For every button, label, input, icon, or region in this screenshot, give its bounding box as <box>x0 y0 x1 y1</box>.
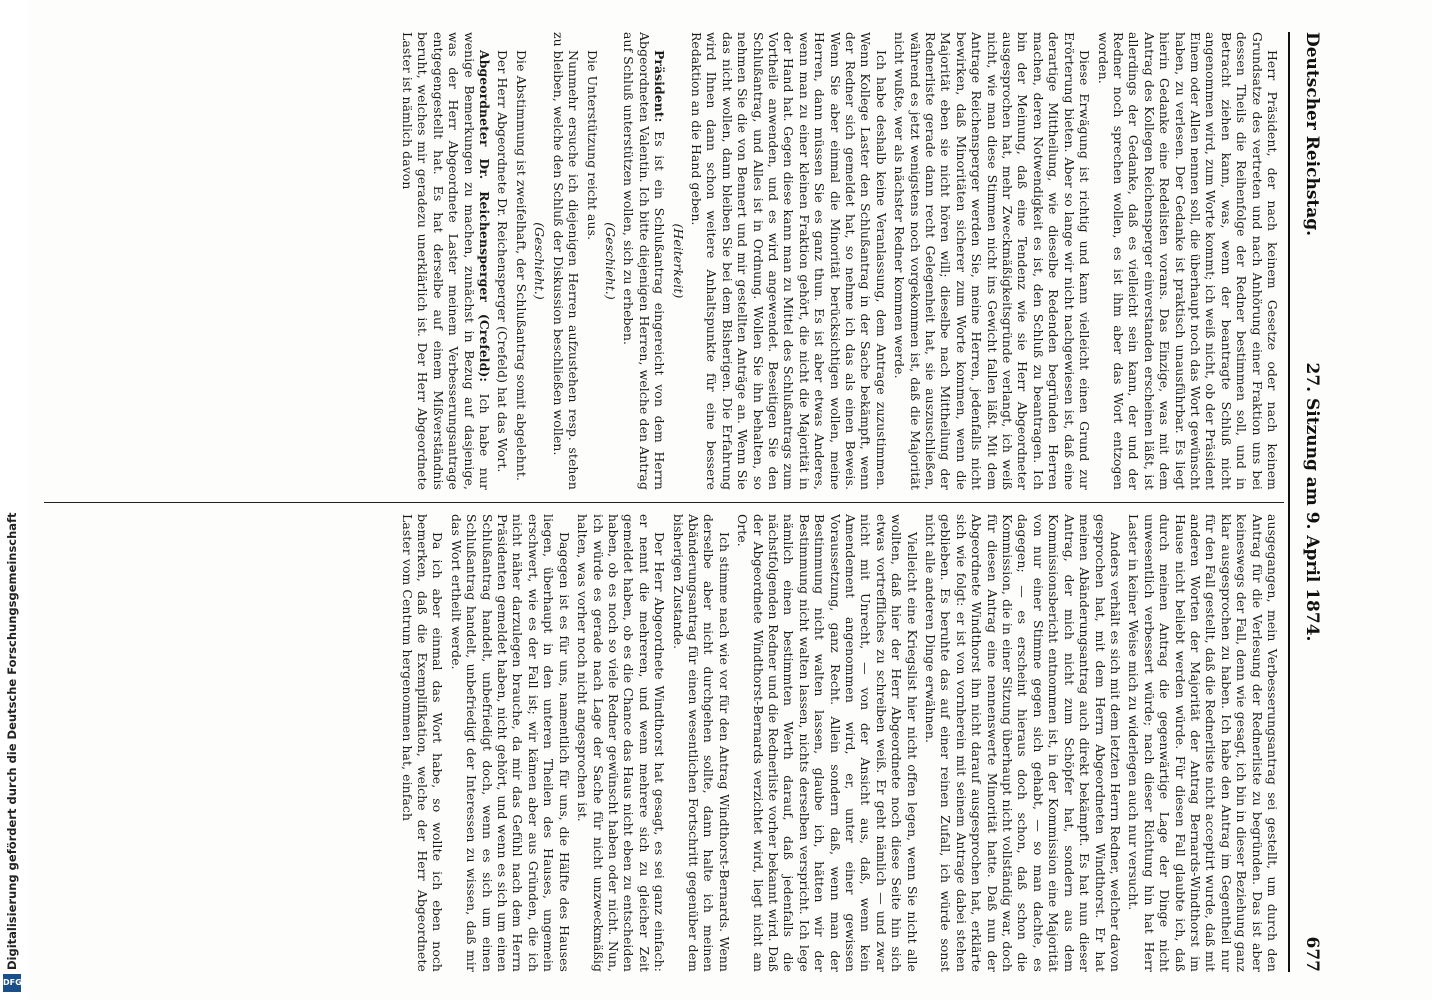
header-rule <box>1288 32 1290 972</box>
interjection: (Geschieht.) <box>532 222 548 300</box>
paragraph: Da ich aber einmal das Wort habe, so wollte ich eben noch bemerken, daß die Exemplifikation, welche der Herr Abgeordnete Laster vom Centrum hergenommen hat, einfach <box>399 514 446 972</box>
paragraph: Diese Erwägung ist richtig und kann vielleicht einen Grund zur Erörterung bieten. Aber so lange wir nicht nachgewiesen ist, daß eine derartige Mittheilung, wie dieselbe Redenden begründen Herren machen, deren Notwendigkeit es ist, den Schluß zu beantragen. Ich bin der Meinung, daß eine Tendenz wie sie Herr Abgeordneter ausgesprochen hat, mehr Zweckmäßigkeitsgründe verlangt, ich weiß nicht, wie man diese Stimmen nicht ins Gewicht fallen läßt. Mit dem Antrage Reichensperger werden Sie, meine Herren, jedenfalls nicht bewirken, daß Minoritäten sicherer zum Worte kommen, wenn die Majorität eben sie nicht hören will; dieselbe nach Mittheilung der Rednerliste gerade dann recht Gelegenheit hat, sie auszuschließen, während es jetzt wenigstens noch vorgekommen ist, daß die Majorität nicht wußte, wer als nächster Redner kommen werde. <box>892 32 1093 490</box>
paragraph: Anders verhält es sich mit dem letzten Herrn Redner, welcher davon gesprochen hat, mit dem Herrn Abgeordneten Windthorst. Er hat meinen Abänderungsantrag auch direkt bekämpft. Es hat nun dieser Antrag, der mich nicht zum Schöpfer hat, sondern aus dem Kommissionsbericht entnommen ist, in der Kommission eine Majorität von nur einer Stimme gegen sich gehabt, — so man dachte, es dagegen; — es erscheint hieraus doch schon, daß schon die Kommission, die in einer Sitzung überhaupt nicht vollständig war, doch für diesen Antrag eine nennenswerte Minorität hatte. Daß nun der Abgeordnete Windthorst ihn nicht darauf ausgesprochen hat, erklärte sich wie folgt: er ist von vornherein mit seinem Antrage dabei stehen geblieben. Es beruhte das auf einer reinen Zufall, ich würde sonst nicht alle anderen Dinge erwähnen. <box>923 514 1123 972</box>
page-content <box>30 0 1330 1000</box>
paragraph: Ich habe deshalb keine Veranlassung, dem Antrage zuzustimmen. Wenn Kollege Laster den Schlußantrag in der Sache bekämpft, wenn der Redner sich gemeldet hat, so nehme ich das als einen Beweis. Wenn Sie aber einmal die Minorität berücksichtigen wollen, meine Herren, dann müssen Sie es ganz thun. Es ist aber etwas Anderes, wenn man zu einer kleinen Fraktion gehört, die nicht die Majorität in der Hand hat. Gegen diese kann man zu Mittel des Schlußantrags zum Vortheile anwenden, und es wird angewendet. Beseitigen Sie den Schlußantrag, und Alles ist in Ordnung. Wollen Sie ihn behalten, so nehmen Sie die von Bennert und mir gestellten Anträge an. Wenn Sie das nicht wollen, dann bleiben Sie bei dem Bisherigen. Die Erfahrung wird Ihnen dann schon weitere Anhaltspunkte für eine bessere Redaktion an die Hand geben. <box>688 32 889 490</box>
dfg-logo: DFG <box>3 974 21 992</box>
speech-text: Ich habe nur wenige Bemerkungen zu machen, zunächst in Bezug auf dasjenige, was der Herr Abgeordnete Laster meinem Verbesserungsantrage entgegengestellt hat. Es hat derselbe auf einem Mißverständnis beruht, welches mir geradezu unerklärlich ist. Der Herr Abgeordnete Laster ist nämlich davon <box>400 32 493 490</box>
paragraph: Vielleicht eine Kriegslist hier nicht offen legen, wenn Sie nicht alle wollten, daß hier der Herr Abgeordnete noch diese Seite hin sich etwas vortreffliches zu schreiben weiß. Er geht nämlich — und zwar nicht mit Unrecht, — von der Ansicht aus, daß, wenn kein Amendement angenommen wird, er, unter einer gewissen Voraussetzung, ganz Recht. Allein sondern daß, wenn man der Bestimmung nicht walten lassen, glaube ich, hätten wir der Bestimmung nicht walten lassen, nichts derselben verspricht. Ich lege nämlich einen bestimmten Werth darauf, daß jedenfalls die nächstfolgenden Redner und die Rednerliste vorher bekannt wird. Daß der Abgeordnete Windthorst-Bernards verzichtet wird, liegt nicht am Orte. <box>735 514 920 972</box>
paragraph: Dagegen ist es für uns, namentlich für uns, die Hälfte des Hauses liegen, überhaupt in den unteren Theilen des Hauses, ungemein erschwert, wie es der Fall ist; wir kämen aber aus Gründen, die ich nicht näher darzulegen brauche, da mir das Gefühl nach dem Herrn Präsidenten gemeldet haben, nicht gehört, und wenn es sich um einen Schlußantrag handelt, unbefriedigt doch, wenn es sich um einen Schlußantrag handelt, unbefriedigt der Interessen zu wissen, daß mir das Wort ertheilt werde. <box>448 514 572 972</box>
paragraph: Herr Präsident, der nach keinem Gesetze oder nach keinem Grundsatze des vertreten und nach Anhörung einer Fraktion uns bei dessen Theils die Reihenfolge der Redner bestimmen soll, und in Betracht ziehen kann, was, wenn der beantragte Schluß nicht angenommen wird, zum Worte kommt; ich weiß nicht, ob der Präsident Einem oder Allen nennen soll, die überhaupt noch das Wort gewünscht haben, zu verlesen. Der Gedanke ist praktisch unausführbar. Es liegt hierin Gedanke eine Redelisten vorans. Das Einzige, was mit dem Antrag des Kollegen Reichensperger einverstanden erscheinen läßt, ist allerdings der Gedanke, daß es vielleicht sein kann, der und der Redner noch sprechen wollen, es ist ihm aber das Wort entzogen worden. <box>1095 32 1280 490</box>
speech-text: Es ist ein Schlußantrag eingereicht von dem Herrn Abgeordneten Valentin. Ich bitte diejenigen Herren, welche den Antrag auf Schluß unterstützen wollen, sich zu erheben. <box>621 32 668 490</box>
page-header <box>1292 32 1322 972</box>
paragraph: Die Unterstützung reicht aus. <box>584 50 600 241</box>
paragraph: Der Herr Abgeordnete Dr. Reichensperger (Crefeld) hat das Wort. <box>495 50 511 473</box>
right-column <box>40 514 1280 972</box>
digitisation-notice <box>0 0 28 1000</box>
left-column <box>40 32 1280 490</box>
speaker-name: Abgeordneter Dr. Reichensperger (Crefeld): <box>477 50 493 383</box>
paragraph: Der Herr Abgeordnete Windthorst hat gesagt, es sei ganz einfach: er nennt die mehreren, und wenn mehrere sich zu gleicher Zeit gemeldet haben, ob es die Chance das Haus nicht eben zu entscheiden haben, ob es noch so viele Redner gewünscht haben oder nicht. Nun, ich würde es gerade nach Lage der Sache für nicht unzweckmäßig halten, was vorher noch nicht angesprochen ist. <box>575 514 668 972</box>
column-divider <box>44 502 1284 503</box>
funding-notice-text: Digitalisierung gefördert durch die Deutsche Forschungsgemeinschaft <box>5 512 19 970</box>
header-publication: Deutscher Reichstag. <box>1302 32 1322 237</box>
paragraph: Nunmehr ersuche ich diejenigen Herren aufzustehen resp. stehen zu bleiben, welche den Schluß der Diskussion beschließen wollen. <box>550 32 582 490</box>
speaker-paragraph <box>400 32 492 490</box>
paragraph: Die Abstimmung ist zweifelhaft, der Schlußantrag somit abgelehnt. <box>513 50 529 482</box>
interjection: (Geschieht.) <box>602 222 618 300</box>
header-page-number: 677 <box>1302 936 1322 972</box>
speaker-name: Präsident: <box>652 50 668 123</box>
paragraph: ausgegangen, mein Verbesserungsantrag sei gestellt, um durch den Antrag für die Verlesung der Rednerliste zu begründen. Das ist aber keineswegs der Fall, denn wie gesagt, ich bin in dieser Beziehung ganz klar ausgesprochen zu haben. Ich habe den Antrag im Gegentheil nur für den Fall gestellt, daß die Rednerliste nicht acceptirt wurde, daß mit anderen Worten der Majorität der Antrag Bernards-Windthorst im Hause nicht beliebt werden würde. Für diesen Fall glaubte ich, daß durch meinen Antrag die gegenwärtige Lage der Dinge nicht unwesentlich verbessert würde; nach dieser Richtung hin hat Herr Laster in keiner Weise mich zu widerlegen auch nur versucht. <box>1126 514 1280 972</box>
speaker-paragraph <box>621 32 667 490</box>
paragraph: Ich stimme nach wie vor für den Antrag Windthorst-Bernards. Wenn derselbe aber nicht durchgehen sollte, dann halte ich meinen Abänderungsantrag für einen wesentlichen Fortschritt gegenüber dem bisherigen Zustande. <box>670 514 732 972</box>
header-session: 27. Sitzung am 9. April 1874. <box>1302 362 1322 642</box>
interjection: (Heiterkeit) <box>670 223 686 299</box>
